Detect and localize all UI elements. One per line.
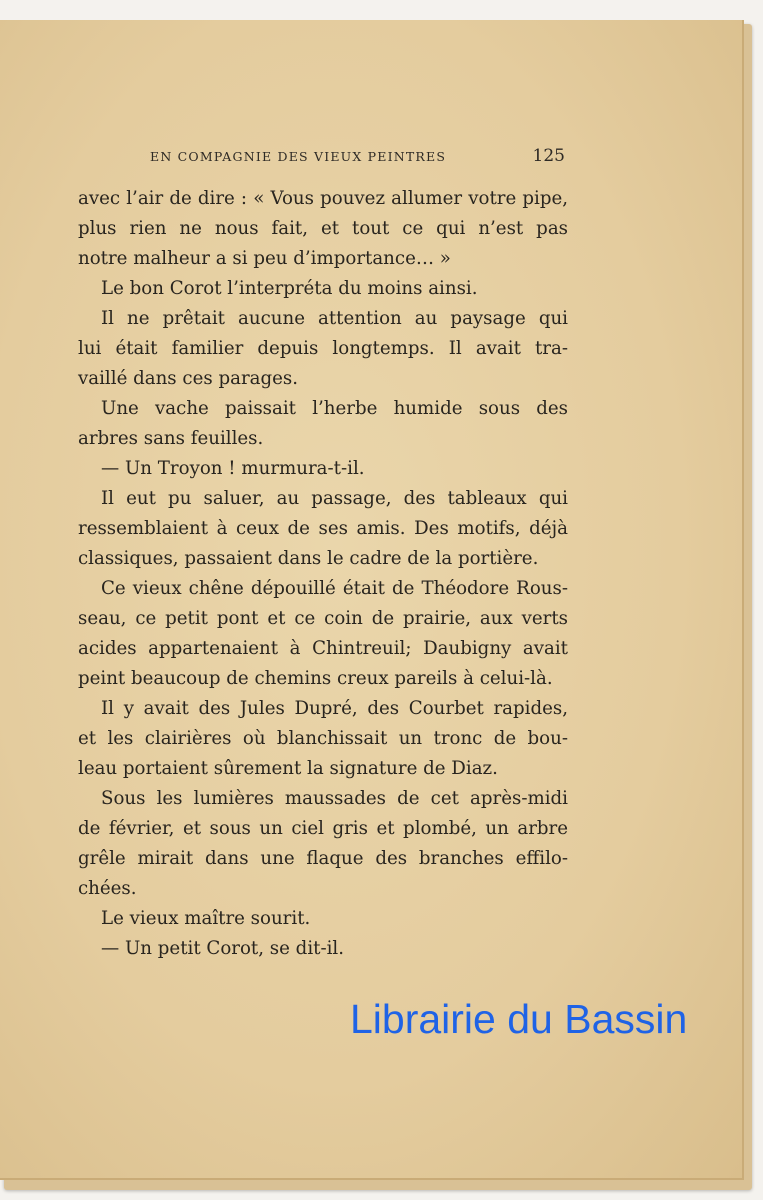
- text-line: Il ne prêtait aucune attention au paysage qui: [101, 308, 568, 329]
- text-line: — Un petit Corot, se dit-il.: [101, 938, 345, 959]
- text-line: Ce vieux chêne dépouillé était de Théodore Rous-: [101, 578, 568, 599]
- text-line: notre malheur a si peu d’importance… »: [78, 248, 451, 269]
- watermark: Librairie du Bassin: [350, 996, 688, 1042]
- page-body-text: [78, 184, 568, 964]
- text-line: arbres sans feuilles.: [78, 428, 264, 449]
- text-line: acides appartenaient à Chintreuil; Daubigny avait: [78, 638, 568, 659]
- text-line: seau, ce petit pont et ce coin de prairie, aux verts: [78, 608, 568, 629]
- text-line: et les clairières où blanchissait un tronc de bou-: [78, 728, 568, 749]
- text-line: lui était familier depuis longtemps. Il avait tra-: [78, 338, 568, 359]
- text-line: ressemblaient à ceux de ses amis. Des motifs, déjà: [78, 518, 568, 539]
- text-line: vaillé dans ces parages.: [78, 368, 299, 389]
- text-line: Il eut pu saluer, au passage, des tableaux qui: [101, 488, 568, 509]
- page-number: 125: [532, 146, 565, 166]
- text-line: peint beaucoup de chemins creux pareils à celui-là.: [78, 668, 553, 689]
- page-header: [150, 146, 565, 168]
- text-line: leau portaient sûrement la signature de Diaz.: [78, 758, 498, 779]
- text-line: plus rien ne nous fait, et tout ce qui n’est pas: [78, 218, 568, 239]
- text-line: de février, et sous un ciel gris et plombé, un arbre: [78, 818, 568, 839]
- text-line: Le bon Corot l’interpréta du moins ainsi.: [101, 278, 478, 299]
- text-line: avec l’air de dire : « Vous pouvez allumer votre pipe,: [78, 188, 568, 209]
- text-line: chées.: [78, 878, 137, 899]
- text-line: Une vache paissait l’herbe humide sous des: [101, 398, 568, 419]
- text-line: Sous les lumières maussades de cet après-midi: [101, 788, 568, 809]
- text-line: — Un Troyon ! murmura-t-il.: [101, 458, 365, 479]
- text-line: grêle mirait dans une flaque des branches effilo-: [78, 848, 568, 869]
- running-title: EN COMPAGNIE DES VIEUX PEINTRES: [150, 149, 447, 164]
- text-line: Le vieux maître sourit.: [101, 908, 311, 929]
- text-line: classiques, passaient dans le cadre de la portière.: [78, 548, 539, 569]
- text-line: Il y avait des Jules Dupré, des Courbet rapides,: [101, 698, 568, 719]
